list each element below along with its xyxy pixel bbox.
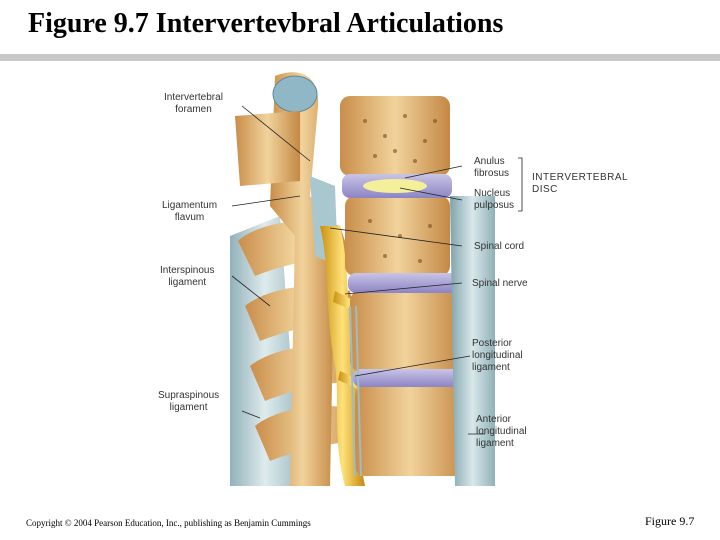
label-nucleus-pulposus: Nucleus pulposus [474, 188, 515, 211]
label-spinal-nerve: Spinal nerve [472, 278, 528, 289]
label-supraspinous-ligament: Supraspinous ligament [158, 390, 220, 413]
label-posterior-longitudinal-ligament: Posterior longitudinal ligament [472, 338, 523, 373]
label-intervertebral-disc: INTERVERTEBRAL DISC [532, 172, 629, 195]
title-divider [0, 54, 720, 61]
label-ligamentum-flavum: Ligamentum flavum [162, 200, 218, 223]
label-anulus-fibrosus: Anulus fibrosus [474, 156, 510, 179]
figure-reference: Figure 9.7 [645, 514, 695, 528]
pedicle-fragment [235, 111, 300, 186]
label-intervertebral-foramen: Intervertebral foramen [164, 92, 223, 115]
label-anterior-longitudinal-ligament: Anterior longitudinal ligament [476, 414, 527, 449]
copyright-notice: Copyright © 2004 Pearson Education, Inc., publishing as Benjamin Cummings [26, 518, 311, 528]
label-interspinous-ligament: Interspinous ligament [160, 265, 215, 288]
label-spinal-cord: Spinal cord [474, 241, 525, 252]
page-title: Figure 9.7 Intervertevbral Articulations [28, 8, 504, 39]
spine-illustration [150, 66, 630, 486]
